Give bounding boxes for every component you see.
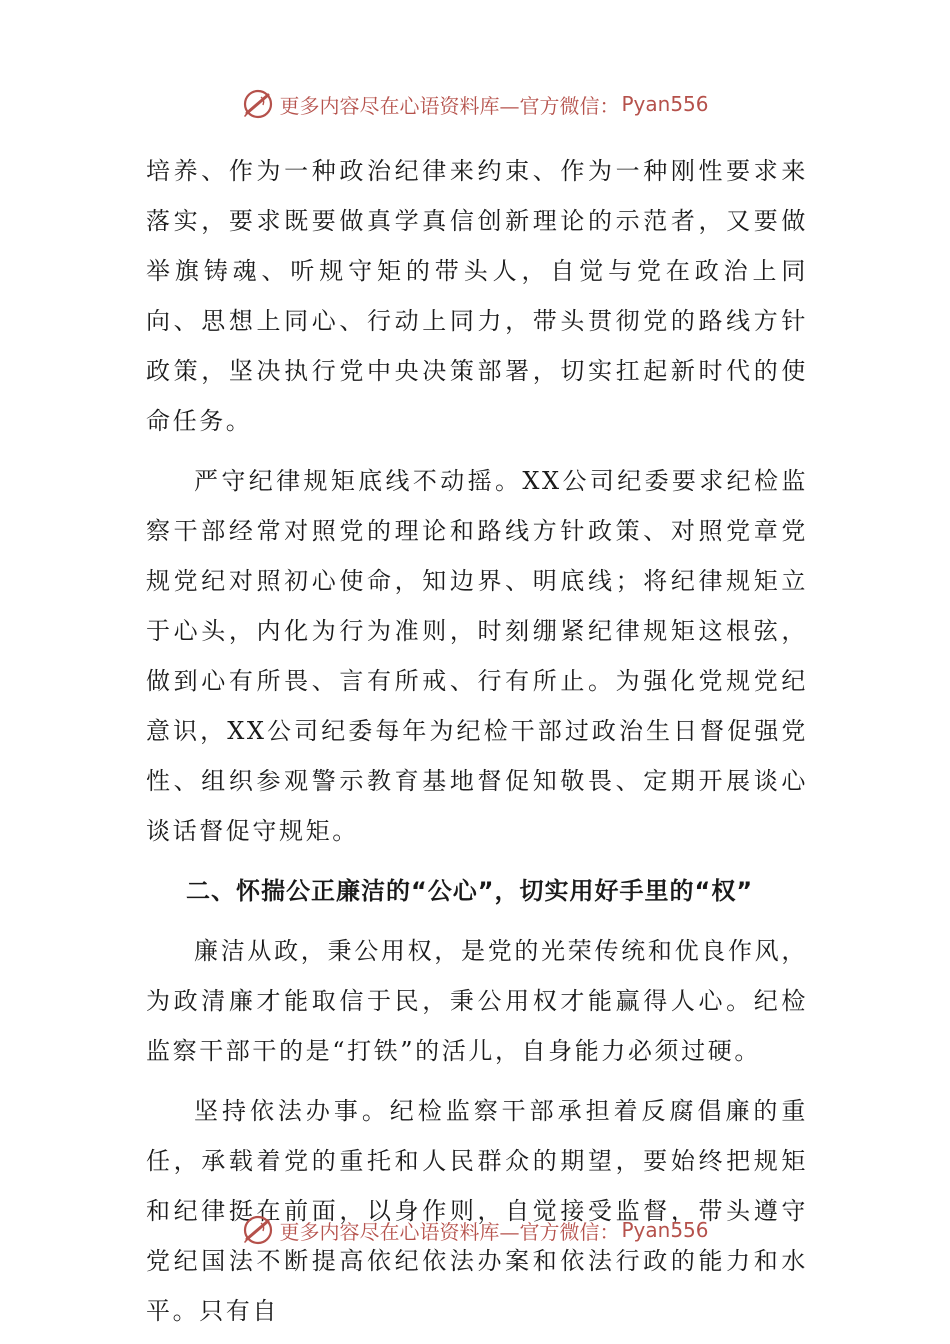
section-heading-2: 二、怀揣公正廉洁的“公心”，切实用好手里的“权” bbox=[186, 877, 754, 905]
footer-banner bbox=[0, 1210, 950, 1250]
pen-circle-logo-icon bbox=[241, 87, 275, 121]
banner-wechat-id: Pyan556 bbox=[621, 1218, 709, 1242]
paragraph-1: 培养、作为一种政治纪律来约束、作为一种刚性要求来落实，要求既要做真学真信创新理论的示范者，又要做举旗铸魂、听规守矩的带头人，自觉与党在政治上同向、思想上同心、行动上同力，带头贯彻党的路线方针政策，坚决执行党中央决策部署，切实扛起新时代的使命任务。 bbox=[146, 157, 808, 435]
paragraph-3: 廉洁从政，秉公用权，是党的光荣传统和优良作风，为政清廉才能取信于民，秉公用权才能赢得人心。纪检监察干部干的是“打铁”的活儿，自身能力必须过硬。 bbox=[146, 937, 808, 1065]
banner-text: 更多内容尽在心语资料库—官方微信： bbox=[279, 93, 620, 118]
paragraph-2: 严守纪律规矩底线不动摇。XX公司纪委要求纪检监察干部经常对照党的理论和路线方针政策、对照党章党规党纪对照初心使命，知边界、明底线；将纪律规矩立于心头，内化为行为准则，时刻绷紧纪律规矩这根弦，做到心有所畏、言有所戒、行有所止。为强化党规党纪意识，XX公司纪委每年为纪检干部过政治生日督促强党性、组织参观警示教育基地督促知敬畏、定期开展谈心谈话督促守规矩。 bbox=[146, 467, 808, 845]
header-banner bbox=[0, 84, 950, 124]
pen-circle-logo-icon bbox=[241, 1213, 275, 1247]
document-body bbox=[146, 146, 808, 1336]
banner-text: 更多内容尽在心语资料库—官方微信： bbox=[279, 1219, 620, 1244]
banner-wechat-id: Pyan556 bbox=[621, 92, 709, 116]
paragraph-4: 坚持依法办事。纪检监察干部承担着反腐倡廉的重任，承载着党的重托和人民群众的期望，要始终把规矩和纪律挺在前面，以身作则，自觉接受监督，带头遵守党纪国法不断提高依纪依法办案和依法行政的能力和水平。只有自 bbox=[146, 1097, 808, 1325]
